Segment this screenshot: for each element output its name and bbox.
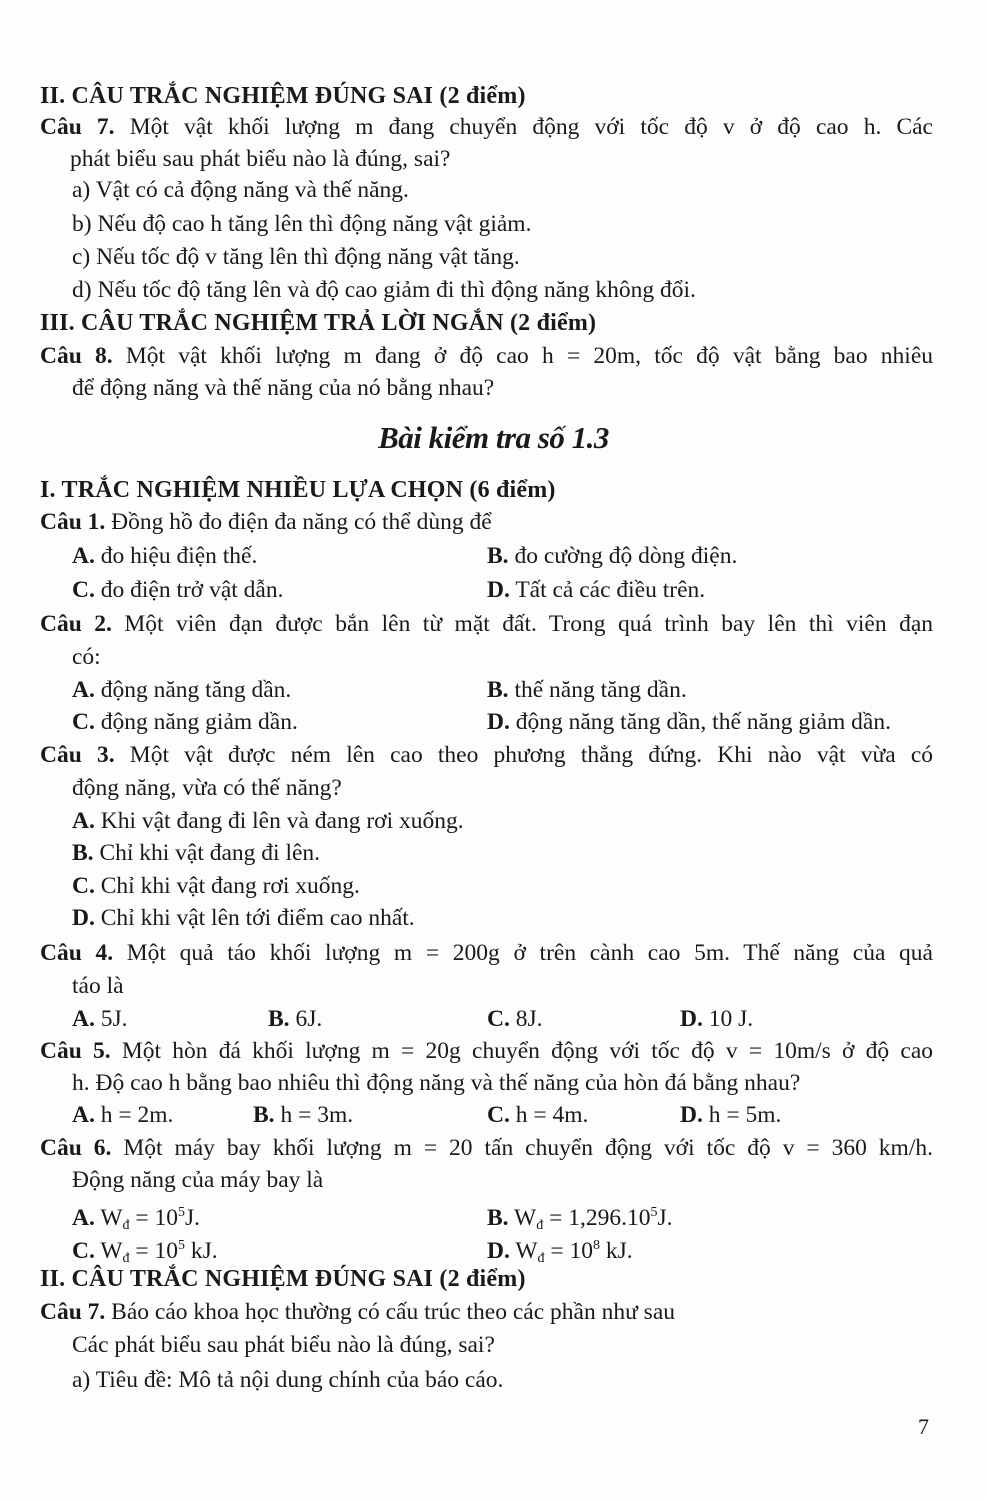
option-label: A. [72, 1205, 95, 1231]
question-5-stem [40, 1036, 933, 1066]
question-number: Câu 5. [40, 1038, 111, 1064]
formula-subscript: đ [536, 1218, 544, 1233]
option-label: B. [72, 840, 94, 866]
option [72, 903, 415, 933]
question-7-stem [40, 112, 933, 142]
question-2-stem [40, 609, 933, 639]
option-text: Khi vật đang đi lên và đang rơi xuống. [100, 808, 464, 834]
option-text: h = 3m. [280, 1102, 354, 1128]
statement-a: a) Vật có cả động năng và thế năng. [72, 177, 409, 203]
formula-unit: kJ. [600, 1238, 633, 1264]
statement-a: a) Tiêu đề: Mô tả nội dung chính của báo cáo. [72, 1367, 504, 1393]
option-text: động năng tăng dần, thế năng giảm dần. [515, 709, 891, 735]
stem-text: Đồng hồ đo điện đa năng có thể dùng để [111, 509, 492, 535]
option-text: Chỉ khi vật đang rơi xuống. [100, 873, 360, 899]
option-label: B. [487, 677, 509, 703]
option [72, 1004, 128, 1034]
option [680, 1004, 753, 1034]
stem-text: Một vật được ném lên cao theo phương thẳng đứng. Khi nào vật vừa có [129, 742, 934, 768]
option [72, 806, 464, 836]
section-header: I. TRẮC NGHIỆM NHIỀU LỰA CHỌN (6 điểm) [40, 477, 556, 503]
stem-text: Báo cáo khoa học thường có cấu trúc theo các phần như sau [111, 1299, 676, 1325]
option [72, 541, 257, 571]
question-7-stem [40, 1297, 675, 1327]
section-header: II. CÂU TRẮC NGHIỆM ĐÚNG SAI (2 điểm) [40, 83, 526, 109]
question-number: Câu 4. [40, 940, 114, 966]
option [487, 1004, 543, 1034]
option-label: D. [487, 709, 510, 735]
option-label: B. [487, 1205, 509, 1231]
option-text: thế năng tăng dần. [514, 677, 687, 703]
formula-subscript: đ [122, 1251, 130, 1266]
question-7-stem-cont: Các phát biểu sau phát biểu nào là đúng, sai? [72, 1332, 495, 1358]
option-label: A. [72, 1102, 95, 1128]
option [487, 1100, 588, 1130]
option-text: 6J. [295, 1006, 323, 1032]
option-label: C. [72, 873, 95, 899]
option [487, 541, 737, 571]
option-label: C. [487, 1102, 510, 1128]
option-text: động năng tăng dần. [100, 677, 292, 703]
question-3-stem-cont: động năng, vừa có thế năng? [72, 775, 342, 801]
formula-symbol: W [100, 1238, 123, 1264]
test-title: Bài kiểm tra số 1.3 [378, 420, 609, 455]
formula-unit: kJ. [185, 1238, 218, 1264]
option-text: h = 5m. [708, 1102, 782, 1128]
option-text: Chỉ khi vật lên tới điểm cao nhất. [100, 905, 415, 931]
question-number: Câu 7. [40, 114, 115, 140]
option-label: D. [487, 577, 510, 603]
question-number: Câu 7. [40, 1299, 106, 1325]
option [72, 838, 320, 868]
question-6-stem [40, 1133, 933, 1163]
formula-value: = 10 [544, 1238, 594, 1264]
option [72, 1100, 173, 1130]
question-number: Câu 6. [40, 1135, 112, 1161]
option [72, 871, 360, 901]
formula-exponent: 5 [178, 1205, 186, 1220]
formula-subscript: đ [122, 1218, 130, 1233]
option-label: D. [680, 1102, 703, 1128]
option-text: 5J. [100, 1006, 128, 1032]
option-label: A. [72, 543, 95, 569]
option-label: C. [72, 709, 95, 735]
stem-text: Một viên đạn được bắn lên từ mặt đất. Trong quá trình bay lên thì viên đạn [124, 611, 933, 637]
formula-exponent: 5 [178, 1238, 186, 1253]
option [72, 575, 284, 605]
option-label: A. [72, 808, 95, 834]
section-header: II. CÂU TRẮC NGHIỆM ĐÚNG SAI (2 điểm) [40, 1266, 526, 1292]
option-label: D. [680, 1006, 703, 1032]
question-number: Câu 3. [40, 742, 115, 768]
option [268, 1004, 322, 1034]
formula-symbol: W [515, 1238, 538, 1264]
formula-exponent: 5 [650, 1205, 658, 1220]
option-label: C. [72, 577, 95, 603]
formula-symbol: W [514, 1205, 537, 1231]
option [487, 675, 687, 705]
formula-subscript: đ [537, 1251, 545, 1266]
question-8-stem [40, 341, 933, 371]
formula-value: = 10 [129, 1238, 179, 1264]
option-text: 8J. [515, 1006, 543, 1032]
stem-text: Một vật khối lượng m đang chuyển động với tốc độ v ở độ cao h. Các [129, 114, 933, 140]
option-text: 10 J. [708, 1006, 754, 1032]
option-label: D. [487, 1238, 510, 1264]
statement-d: d) Nếu tốc độ tăng lên và độ cao giảm đi thì động năng không đổi. [72, 277, 696, 303]
question-number: Câu 1. [40, 509, 106, 535]
option-text: Tất cả các điều trên. [515, 577, 706, 603]
option-label: A. [72, 1006, 95, 1032]
option-text: Chỉ khi vật đang đi lên. [99, 840, 321, 866]
option-label: B. [253, 1102, 275, 1128]
option [253, 1100, 353, 1130]
option-text: đo cường độ dòng điện. [514, 543, 738, 569]
stem-text: Một quả táo khối lượng m = 200g ở trên cành cao 5m. Thế năng của quả [126, 940, 933, 966]
question-5-stem-cont: h. Độ cao h bằng bao nhiêu thì động năng và thế năng của hòn đá bằng nhau? [72, 1070, 801, 1096]
formula-unit: J. [185, 1205, 201, 1231]
option-text: đo hiệu điện thế. [100, 543, 258, 569]
statement-b: b) Nếu độ cao h tăng lên thì động năng vật giảm. [72, 211, 532, 237]
question-1-stem [40, 507, 492, 537]
formula-unit: J. [657, 1205, 673, 1231]
option [72, 707, 298, 737]
option-text: đo điện trở vật dẫn. [100, 577, 284, 603]
option [487, 575, 705, 605]
question-3-stem [40, 740, 933, 770]
statement-c: c) Nếu tốc độ v tăng lên thì động năng vật tăng. [72, 244, 520, 270]
page-number: 7 [918, 1414, 929, 1439]
formula-symbol: W [100, 1205, 123, 1231]
option-label: D. [72, 905, 95, 931]
stem-text: Một hòn đá khối lượng m = 20g chuyển động với tốc độ v = 10m/s ở độ cao [121, 1038, 933, 1064]
question-number: Câu 2. [40, 611, 112, 637]
question-number: Câu 8. [40, 343, 113, 369]
option-label: C. [487, 1006, 510, 1032]
option-text: động năng giảm dần. [100, 709, 298, 735]
section-header: III. CÂU TRẮC NGHIỆM TRẢ LỜI NGẮN (2 điểm) [40, 310, 597, 336]
stem-text: Một máy bay khối lượng m = 20 tấn chuyển động với tốc độ v = 360 km/h. [123, 1135, 933, 1161]
formula-value: = 10 [129, 1205, 179, 1231]
option-text: h = 4m. [515, 1102, 589, 1128]
option-label: A. [72, 677, 95, 703]
question-4-stem-cont: táo là [72, 973, 124, 999]
formula-exponent: 8 [593, 1238, 601, 1253]
option-label: B. [268, 1006, 290, 1032]
option [680, 1100, 781, 1130]
option-text: h = 2m. [100, 1102, 174, 1128]
question-8-stem-cont: để động năng và thế năng của nó bằng nhau? [72, 375, 495, 401]
question-4-stem [40, 938, 933, 968]
question-6-stem-cont: Động năng của máy bay là [72, 1167, 324, 1193]
formula-value: = 1,296.10 [543, 1205, 651, 1231]
question-2-stem-cont: có: [72, 644, 101, 670]
option [72, 675, 291, 705]
option-label: B. [487, 543, 509, 569]
option-label: C. [72, 1238, 95, 1264]
question-7-stem-cont: phát biểu sau phát biểu nào là đúng, sai? [70, 146, 451, 172]
option [487, 707, 891, 737]
stem-text: Một vật khối lượng m đang ở độ cao h = 20m, tốc độ vật bằng bao nhiêu [125, 343, 934, 369]
